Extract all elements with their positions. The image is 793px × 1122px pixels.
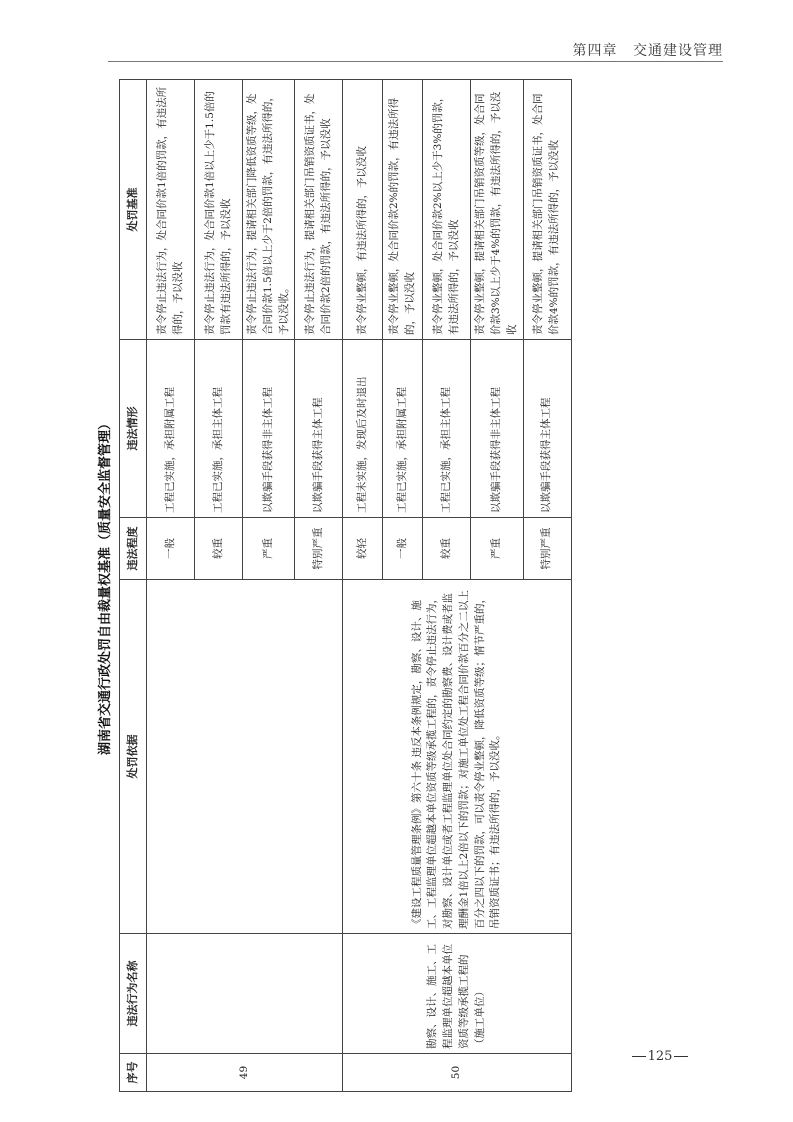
rotated-table-container bbox=[93, 80, 713, 1092]
penalty-basis-cell: 《建设工程质量管理条例》第六十条 违反本条例规定，勘察、设计、施工、工程监理单位超越本单位资质等级承揽工程的，责令停止违法行为，对勘察、设计单位或者工程监理单位处合同约定的勘察费、设计费或者监理酬金1倍以上2倍以下的罚款；对施工单位处工程合同价款百分之二以上百分之四以下的罚款，可以责令停业整顿，降低资质等级；情节严重的，吊销资质证书；有违法所得的，予以没收。 bbox=[343, 580, 571, 934]
situation-cell: 以欺骗手段获得非主体工程 bbox=[471, 340, 523, 518]
table-title: 湖南省交通行政处罚自由裁量权基准（质量安全监督管理） bbox=[98, 417, 113, 756]
standard-cell: 责令停业整顿，处合同价款2%的罚款，有违法所得的，予以没收 bbox=[383, 80, 423, 340]
page-number-dash-right bbox=[674, 1056, 688, 1057]
standard-cell: 责令停止违法行为，提请相关部门降低资质等级，处合同价款1.5倍以上少于2倍的罚款，有违法所得的，予以没收。 bbox=[243, 80, 295, 340]
situation-cell: 以欺骗手段获得主体工程 bbox=[295, 340, 343, 518]
header-penalty-basis: 处罚依据 bbox=[120, 580, 147, 934]
table-row bbox=[343, 80, 383, 1092]
table-row bbox=[147, 80, 195, 1092]
standard-cell: 责令停止违法行为，提请相关部门吊销资质证书，处合同价款2倍的罚款，有违法所得的，予以没收 bbox=[295, 80, 343, 340]
violation-name-cell bbox=[147, 934, 343, 1054]
penalty-basis-cell bbox=[147, 580, 343, 934]
row-number-cell: 49 bbox=[147, 1054, 343, 1092]
header-number: 序号 bbox=[120, 1054, 147, 1092]
degree-cell: 较重 bbox=[423, 518, 471, 580]
degree-cell: 较轻 bbox=[343, 518, 383, 580]
degree-cell: 特别严重 bbox=[295, 518, 343, 580]
standard-cell: 责令停止违法行为，处合同价款1倍以上少于1.5倍的罚款有违法所得的，予以没收 bbox=[195, 80, 243, 340]
penalty-standard-table bbox=[119, 79, 572, 1092]
standard-cell: 责令停止违法行为，处合同价款1倍的罚款，有违法所得的，予以没收 bbox=[147, 80, 195, 340]
running-header bbox=[560, 40, 723, 60]
table-header-row bbox=[120, 80, 147, 1092]
header-violation-situation: 违法情形 bbox=[120, 340, 147, 518]
situation-cell: 工程未实施，发现后及时退出 bbox=[343, 340, 383, 518]
standard-cell: 责令停业整顿，有违法所得的，予以没收 bbox=[343, 80, 383, 340]
header-violation-degree: 违法程度 bbox=[120, 518, 147, 580]
header-penalty-standard: 处罚基准 bbox=[120, 80, 147, 340]
situation-cell: 工程已实施，承担主体工程 bbox=[423, 340, 471, 518]
header-violation-name: 违法行为名称 bbox=[120, 934, 147, 1054]
degree-cell: 严重 bbox=[243, 518, 295, 580]
page-number-value: 125 bbox=[647, 1049, 673, 1064]
situation-cell: 以欺骗手段获得非主体工程 bbox=[243, 340, 295, 518]
degree-cell: 特别严重 bbox=[523, 518, 571, 580]
situation-cell: 工程已实施，承担附属工程 bbox=[383, 340, 423, 518]
chapter-label: 第四章 bbox=[572, 43, 618, 59]
situation-cell: 工程已实施，承担主体工程 bbox=[195, 340, 243, 518]
standard-cell: 责令停业整顿，提请相关部门吊销资质等级，处合同价款3%以上少于4%的罚款，有违法所得的，予以没收 bbox=[471, 80, 523, 340]
degree-cell: 严重 bbox=[471, 518, 523, 580]
page-number-dash-left bbox=[632, 1056, 646, 1057]
standard-cell: 责令停业整顿，处合同价款2%以上少于3%的罚款，有违法所得的，予以没收 bbox=[423, 80, 471, 340]
degree-cell: 一般 bbox=[383, 518, 423, 580]
violation-name-cell: 勘察、设计、施工、工程监理单位超越本单位资质等级承揽工程的（施工单位） bbox=[343, 934, 571, 1054]
degree-cell: 较重 bbox=[195, 518, 243, 580]
chapter-name: 交通建设管理 bbox=[633, 43, 723, 59]
situation-cell: 以欺骗手段获得主体工程 bbox=[523, 340, 571, 518]
header-rule bbox=[108, 61, 723, 62]
degree-cell: 一般 bbox=[147, 518, 195, 580]
page-number bbox=[610, 1049, 710, 1064]
situation-cell: 工程已实施，承担附属工程 bbox=[147, 340, 195, 518]
standard-cell: 责令停业整顿，提请相关部门吊销资质证书，处合同价款4%的罚款，有违法所得的，予以没收 bbox=[523, 80, 571, 340]
row-number-cell: 50 bbox=[343, 1054, 571, 1092]
